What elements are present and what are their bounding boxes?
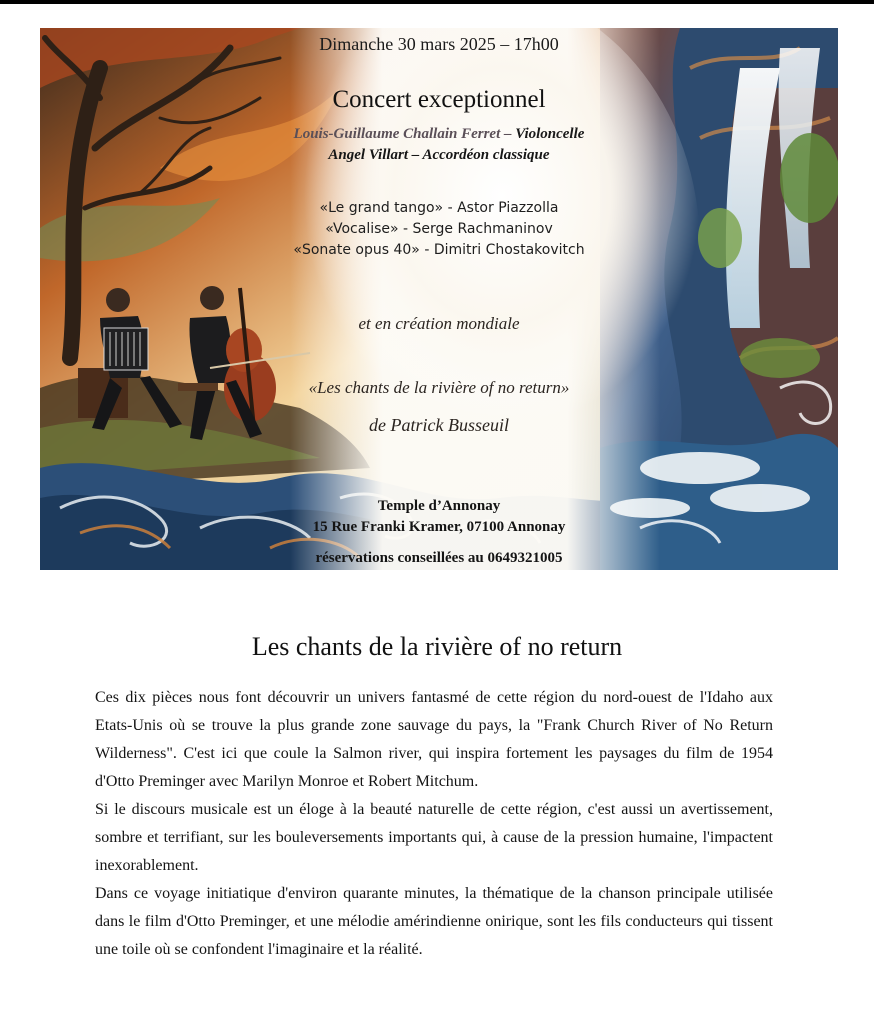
performer-1-name: Louis-Guillaume Challain Ferret – — [293, 126, 516, 142]
venue-name: Temple d’Annonay — [377, 498, 501, 514]
creation-note: et en création mondiale — [358, 314, 520, 333]
performer-2: Angel Villart – Accordéon classique — [328, 147, 550, 163]
paragraph: Dans ce voyage initiatique d'environ quarante minutes, la thématique de la chanson principale utilisée dans le film d'Otto Preminger, et une mélodie amérindienne onirique, sont les fils conducteurs qui tissent une toile où se confondent l'imaginaire et la réalité. — [95, 885, 773, 958]
poster-title: Concert exceptionnel — [332, 86, 546, 113]
venue-address: 15 Rue Franki Kramer, 07100 Annonay — [312, 519, 566, 535]
reservation-info: réservations conseillées au 0649321005 — [315, 550, 563, 566]
concert-poster — [40, 28, 838, 570]
paragraph: Si le discours musicale est un éloge à la beauté naturelle de cette région, c'est aussi un avertissement, sombre et terrifiant, sur les bouleversements importants qui, à cause de la pression humaine, l'impactent inexorablement. — [95, 801, 773, 874]
composer: de Patrick Busseuil — [369, 415, 509, 435]
performer-1-role: Violoncelle — [515, 126, 585, 142]
program-item: «Le grand tango» - Astor Piazzolla — [319, 200, 559, 216]
performer-1 — [40, 126, 838, 143]
program-item: «Sonate opus 40» - Dimitri Chostakovitch — [293, 242, 585, 258]
work-title: «Les chants de la rivière of no return» — [308, 378, 570, 397]
top-border — [0, 0, 874, 4]
section-heading: Les chants de la rivière of no return — [251, 632, 623, 661]
description-text — [95, 684, 773, 964]
paragraph: Ces dix pièces nous font découvrir un univers fantasmé de cette région du nord-ouest de l'Idaho aux Etats-Unis où se trouve la plus grande zone sauvage du pays, la "Frank Church River of No Return Wilderness". C'est ici que coule la Salmon river, qui inspira fortement les paysages du film de 1954 d'Otto Preminger avec Marilyn Monroe et Robert Mitchum. — [95, 689, 773, 790]
program-item: «Vocalise» - Serge Rachmaninov — [325, 221, 553, 237]
poster-date: Dimanche 30 mars 2025 – 17h00 — [319, 34, 559, 54]
